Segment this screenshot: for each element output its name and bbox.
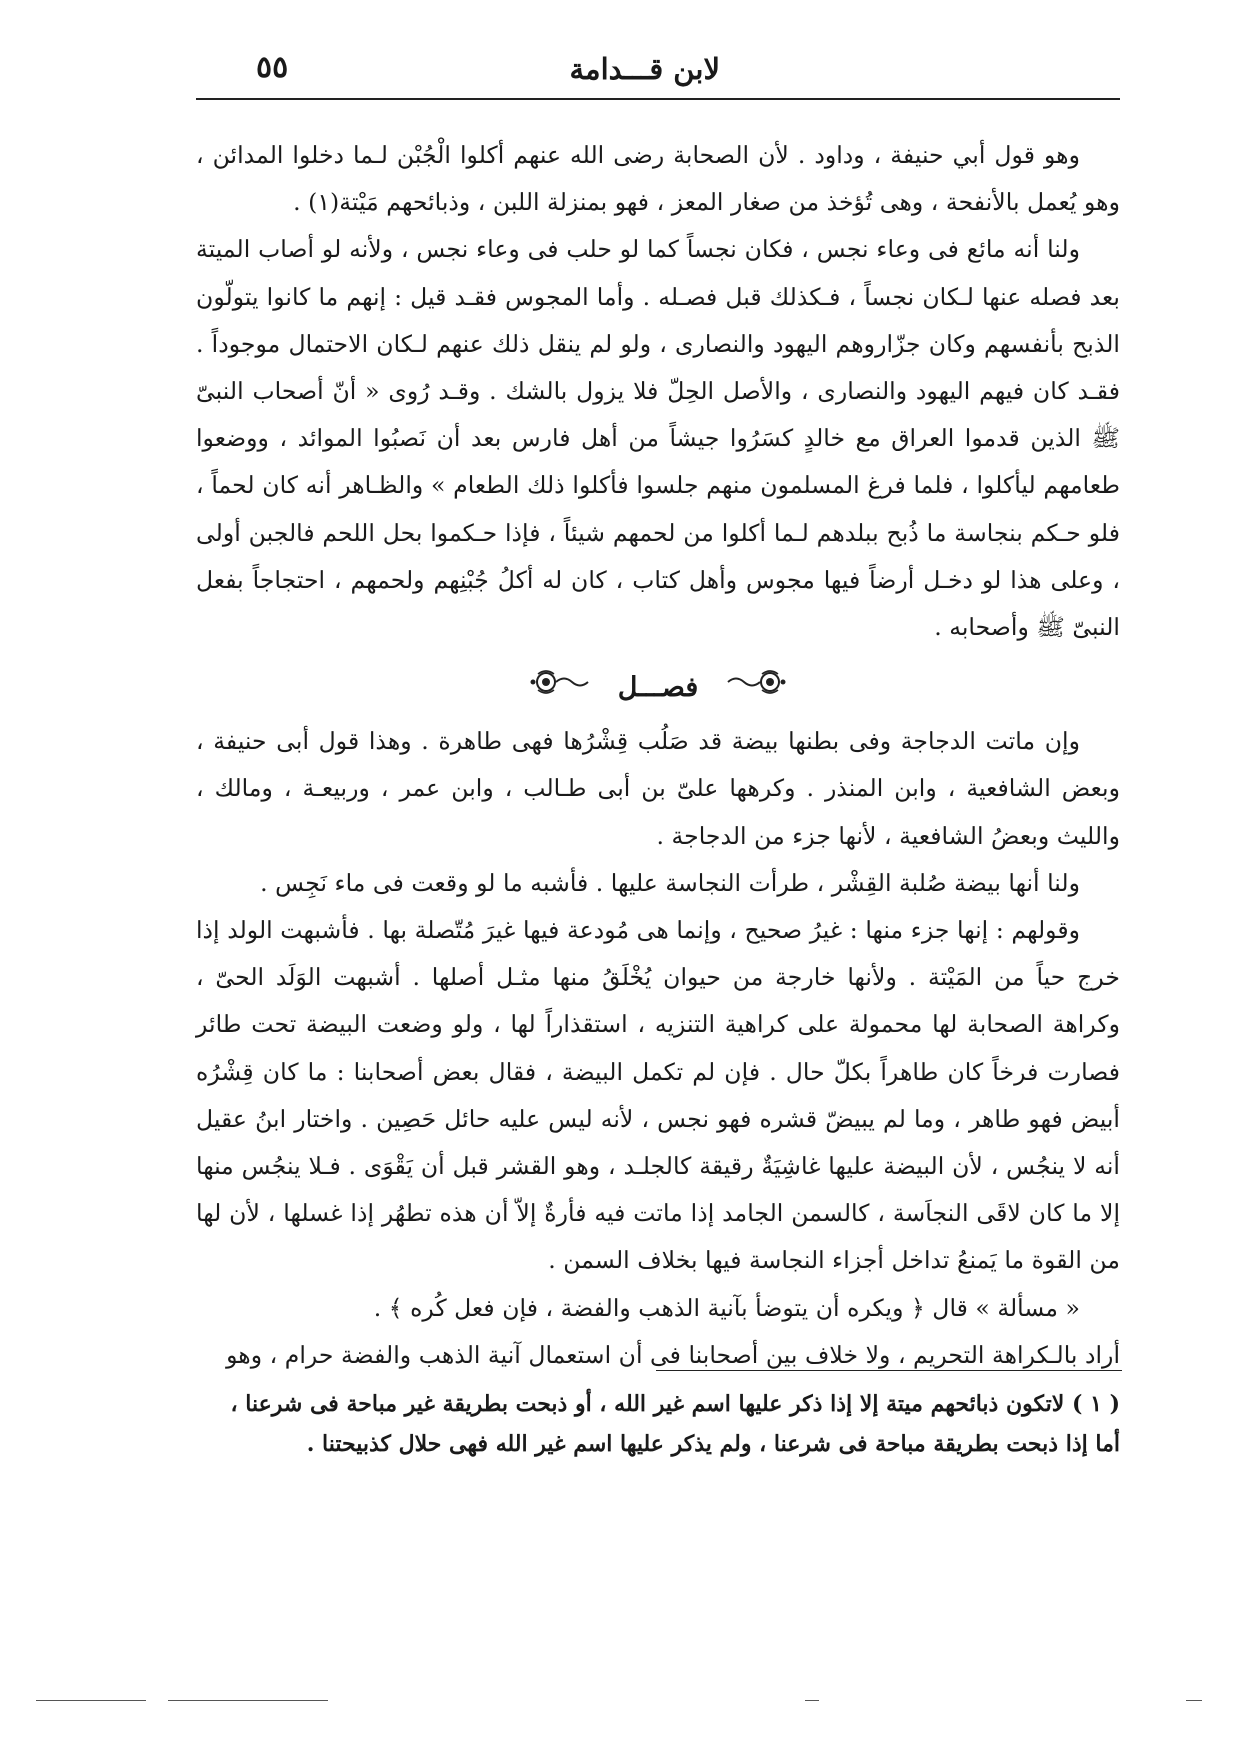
- footnote-line: ( ١ ) لاتكون ذبائحهم ميتة إلا إذا ذكر عليها اسم غير الله ، أو ذبحت بطريقة غير مباحة فى شرعنا ،: [230, 1391, 1120, 1417]
- footnotes: [196, 1384, 1120, 1464]
- page-number: ٥٥: [256, 50, 289, 85]
- section-heading-text: فصـــل: [617, 672, 699, 704]
- paragraph: « مسألة » قال ﴿ ويكره أن يتوضأ بآنية الذهب والفضة ، فإن فعل كُره ﴾ .: [373, 1293, 1080, 1322]
- ornament-icon: [726, 658, 788, 719]
- paragraph: أراد بالـكراهة التحريم ، ولا خلاف بين أصحابنا فى أن استعمال آنية الذهب والفضة حرام ، وهو: [226, 1340, 1120, 1369]
- section-after: [196, 718, 1120, 1379]
- paragraph: وقولهم : إنها جزء منها : غيرُ صحيح ، وإنما هى مُودعة فيها غيرَ مُتّصلة بها . فأشبهت الولد إذا خرج حياً من المَيْتة . ولأنها خارجة من حيوان يُخْلَقُ منها مثـل أصلها . أشبهت الوَلَد الحىّ ، وكراهة الصحابة لها محمولة على كراهية التنزيه ، استقذاراً لها ، ولو وضعت البيضة تحت طائر فصارت فرخاً كان طاهراً بكلّ حال . فإن لم تكمل البيضة ، فقال بعض أصحابنا : ما كان قِشْرُه أبيض فهو طاهر ، وما لم يبيضّ قشره فهو نجس ، لأنه ليس عليه حائل حَصِين . واختار ابنُ عقيل أنه لا ينجُس ، لأن البيضة عليها غاشِيَةٌ رقيقة كالجلـد ، وهو القشر قبل أن يَقْوَى . فـلا ينجُس منها إلا ما كان لاقَى النجاَسة ، كالسمن الجامد إذا ماتت فيه فأرةٌ إلاّ أن هذه تطهُر إذا غسلها ، لأن لها من القوة ما يَمنعُ تداخل أجزاء النجاسة فيها بخلاف السمن .: [196, 916, 1120, 1275]
- page-header: [196, 46, 1120, 94]
- header-rule: [196, 98, 1120, 100]
- paragraph: وإن ماتت الدجاجة وفى بطنها بيضة قد صَلُب قِشْرُها فهى طاهرة . وهذا قول أبى حنيفة ، وبعض الشافعية ، وابن المنذر . وكرهها علىّ بن أبى طـالب ، وابن عمر ، وربيعـة ، ومالك ، والليث وبعضُ الشافعية ، لأنها جزء من الدجاجة .: [196, 727, 1120, 850]
- footnote-rule: [656, 1370, 1122, 1371]
- paragraph: وهو قول أبي حنيفة ، وداود . لأن الصحابة رضى الله عنهم أكلوا الْجُبْن لـما دخلوا المدائن ، وهو يُعمل بالأنفحة ، وهى تُؤخذ من صغار المعز ، فهو بمنزلة اللبن ، وذبائحهم مَيْتة(١) .: [196, 141, 1120, 217]
- section-heading: [196, 657, 1120, 718]
- body-text: [196, 132, 1120, 1379]
- footnote-line: أما إذا ذبحت بطريقة مباحة فى شرعنا ، ولم يذكر عليها اسم غير الله فهى حلال كذبيحتنا .: [306, 1431, 1120, 1457]
- bottom-marks: [0, 1700, 1240, 1720]
- paragraph: ولنا أنه مائع فى وعاء نجس ، فكان نجساً كما لو حلب فى وعاء نجس ، ولأنه لو أصاب الميتة بعد فصله عنها لـكان نجساً ، فـكذلك قبل فصـله . وأما المجوس فقـد قيل : إنهم ما كانوا يتولّون الذبح بأنفسهم وكان جزّاروهم اليهود والنصارى ، ولو لم ينقل ذلك عنهم لـكان الاحتمال موجوداً . فقـد كان فيهم اليهود والنصارى ، والأصل الحِلّ فلا يزول بالشك . وقـد رُوى « أنّ أصحاب النبىّ ﷺ الذين قدموا العراق مع خالدٍ كسَرُوا جيشاً من أهل فارس بعد أن نَصبُوا الموائد ، ووضعوا طعامهم ليأكلوا ، فلما فرغ المسلمون منهم جلسوا فأكلوا ذلك الطعام » والظـاهر أنه كان لحماً ، فلو حـكم بنجاسة ما ذُبح ببلدهم لـما أكلوا من لحمهم شيئاً ، فإذا حـكموا بحل اللحم فالجبن أولى ، وعلى هذا لو دخـل أرضاً فيها مجوس وأهل كتاب ، كان له أكلُ جُبْنِهم ولحمهم ، احتجاجاً بفعل النبىّ ﷺ وأصحابه .: [196, 235, 1120, 642]
- scan-mark: [168, 1700, 328, 1701]
- paragraph: ولنا أنها بيضة صُلبة القِشْر ، طرأت النجاسة عليها . فأشبه ما لو وقعت فى ماء نَجِس .: [260, 868, 1080, 897]
- section-before: [196, 132, 1120, 651]
- ornament-icon: [528, 658, 590, 719]
- running-head: لابن قـــدامة: [569, 52, 720, 86]
- scan-mark: [36, 1700, 146, 1701]
- scan-mark: [805, 1700, 819, 1701]
- scan-mark: [1186, 1700, 1202, 1701]
